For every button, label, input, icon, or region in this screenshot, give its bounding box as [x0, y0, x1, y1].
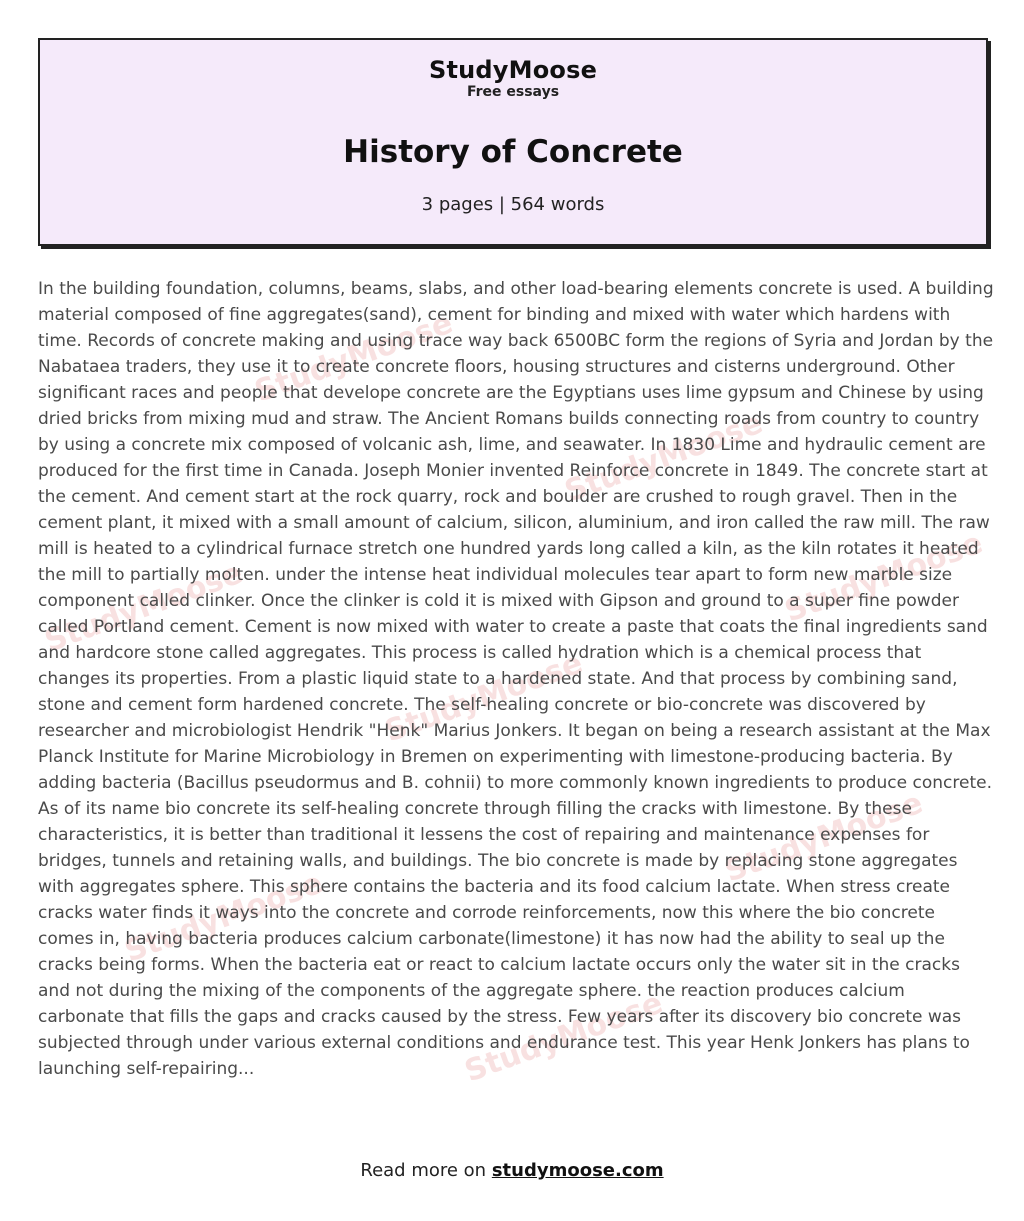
- watermark: StudyMoose: [120, 865, 328, 970]
- watermark: StudyMoose: [720, 785, 928, 890]
- document-meta: 3 pages | 564 words: [421, 194, 605, 215]
- watermark: StudyMoose: [250, 305, 458, 410]
- watermark: StudyMoose: [560, 405, 768, 510]
- watermark: StudyMoose: [460, 985, 668, 1090]
- essay-body: In the building foundation, columns, beams, slabs, and other load-bearing elements concrete is used. A building material composed of fine aggregates(sand), cement for binding and mixed with water which hardens with time. Records of concrete making and using trace way back 6500BC form the regions of Syria and Jordan by the Nabataea traders, they use it to create concrete floors, housing structures and cisterns underground. Other significant races and people that develope concrete are the Egyptians uses lime gypsum and Chinese by using dried bricks from mixing mud and straw. The Ancient Romans builds connecting roads from country to country by using a concrete mix composed of volcanic ash, lime, and seawater. In 1830 Lime and hydraulic cement are produced for the first time in Canada. Joseph Monier invented Reinforce concrete in 1849. The concrete start at the cement. And cement start at the rock quarry, rock and boulder are crushed to rough gravel. Then in the cement plant, it mixed with a small amount of calcium, silicon, aluminium, and iron called the raw mill. The raw mill is heated to a cylindrical furnace stretch one hundred yards long called a kiln, as the kiln rotates it heated the mill to partially molten. under the intense heat individual molecules tear apart to form new marble size component called clinker. Once the clinker is cold it is mixed with Gipson and ground to a super fine powder called Portland cement. Cement is now mixed with water to create a paste that coats the final ingredients sand and hardcore stone called aggregates. This process is called hydration which is a chemical process that changes its properties. From a plastic liquid state to a hardened state. And that process by combining sand, stone and cement form hardened concrete. The self-healing concrete or bio-concrete was discovered by researcher and microbiologist Hendrik "Henk" Marius Jonkers. It began on being a research assistant at the Max Planck Institute for Marine Microbiology in Bremen on experimenting with limestone-producing bacteria. By adding bacteria (Bacillus pseudormus and B. cohnii) to more commonly known ingredients to produce concrete. As of its name bio concrete its self-healing concrete through filling the cracks with limestone. By these characteristics, it is better than traditional it lessens the cost of repairing and maintenance expenses for bridges, tunnels and retaining walls, and buildings. The bio concrete is made by replacing stone aggregates with aggregates sphere. This sphere contains the bacteria and its food calcium lactate. When stress create cracks water finds it ways into the concrete and corrode reinforcements, now this where the bio concrete comes in, having bacteria produces calcium carbonate(limestone) it has now had the ability to seal up the cracks being forms. When the bacteria eat or react to calcium lactate occurs only the water sit in the cracks and not during the mixing of the components of the aggregate sphere. the reaction produces calcium carbonate that fills the gaps and cracks caused by the stress. Few years after its discovery bio concrete was subjected through under various external conditions and endurance test. This year Henk Jonkers has plans to launching self-repairing...: [38, 279, 994, 1079]
- read-more-label: Read more on: [360, 1160, 492, 1181]
- read-more: [0, 1160, 1024, 1181]
- brand-tagline: Free essays: [466, 84, 560, 100]
- read-more-link[interactable]: studymoose.com: [491, 1160, 664, 1181]
- watermark: StudyMoose: [40, 555, 248, 660]
- brand-logo[interactable]: StudyMoose: [428, 56, 598, 84]
- header-box: [38, 38, 988, 246]
- page-title: History of Concrete: [343, 134, 683, 170]
- watermark: StudyMoose: [780, 525, 988, 630]
- watermark: StudyMoose: [380, 645, 588, 750]
